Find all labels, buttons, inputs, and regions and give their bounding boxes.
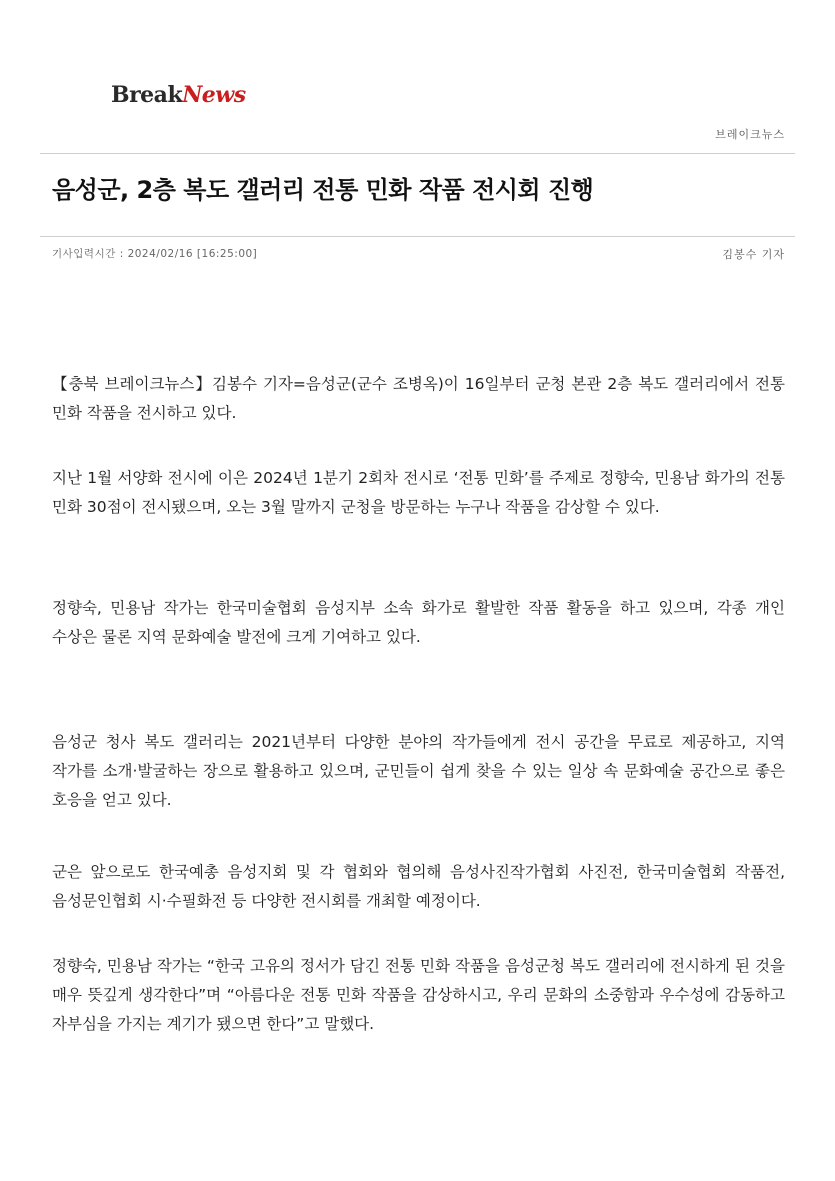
article-paragraph-3: 정향숙, 민용남 작가는 한국미술협회 음성지부 소속 화가로 활발한 작품 활동을 하고 있으며, 각종 개인 수상은 물론 지역 문화예술 발전에 크게 기여하고 있다. bbox=[52, 599, 785, 646]
article-paragraph-5: 군은 앞으로도 한국예총 음성지회 및 각 협회와 협의해 음성사진작가협회 사진전, 한국미술협회 작품전, 음성문인협회 시·수필화전 등 다양한 전시회를 개최할 예정이다. bbox=[52, 863, 785, 910]
title-divider bbox=[40, 236, 795, 237]
article-paragraph-1: 【충북 브레이크뉴스】김봉수 기자=음성군(군수 조병옥)이 16일부터 군청 본관 2층 복도 갤러리에서 전통 민화 작품을 전시하고 있다. bbox=[52, 375, 785, 422]
article-paragraph-2: 지난 1월 서양화 전시에 이은 2024년 1분기 2회차 전시로 ‘전통 민화’를 주제로 정향숙, 민용남 화가의 전통 민화 30점이 전시됐으며, 오는 3월 말까지 군청을 방문하는 누구나 작품을 감상할 수 있다. bbox=[52, 469, 785, 516]
site-logo[interactable] bbox=[111, 82, 246, 109]
header-divider bbox=[40, 153, 795, 154]
article-title: 음성군, 2층 복도 갤러리 전통 민화 작품 전시회 진행 bbox=[52, 176, 594, 204]
article-paragraph-6: 정향숙, 민용남 작가는 “한국 고유의 정서가 담긴 전통 민화 작품을 음성군청 복도 갤러리에 전시하게 된 것을 매우 뜻깊게 생각한다”며 “아름다운 전통 민화 작품을 감상하시고, 우리 문화의 소중함과 우수성에 감동하고 자부심을 가지는 계기가 됐으면 한다”고 말했다. bbox=[52, 957, 785, 1033]
source-label: 브레이크뉴스 bbox=[715, 128, 785, 141]
publish-timestamp: 기사입력시간 : 2024/02/16 [16:25:00] bbox=[52, 248, 258, 260]
article-paragraph-4: 음성군 청사 복도 갤러리는 2021년부터 다양한 분야의 작가들에게 전시 공간을 무료로 제공하고, 지역 작가를 소개·발굴하는 장으로 활용하고 있으며, 군민들이 쉽게 찾을 수 있는 일상 속 문화예술 공간으로 좋은 호응을 얻고 있다. bbox=[52, 733, 785, 809]
author-byline: 김봉수 기자 bbox=[722, 248, 785, 261]
logo-news-text: News bbox=[182, 82, 246, 108]
logo-break-text: Break bbox=[111, 82, 183, 108]
